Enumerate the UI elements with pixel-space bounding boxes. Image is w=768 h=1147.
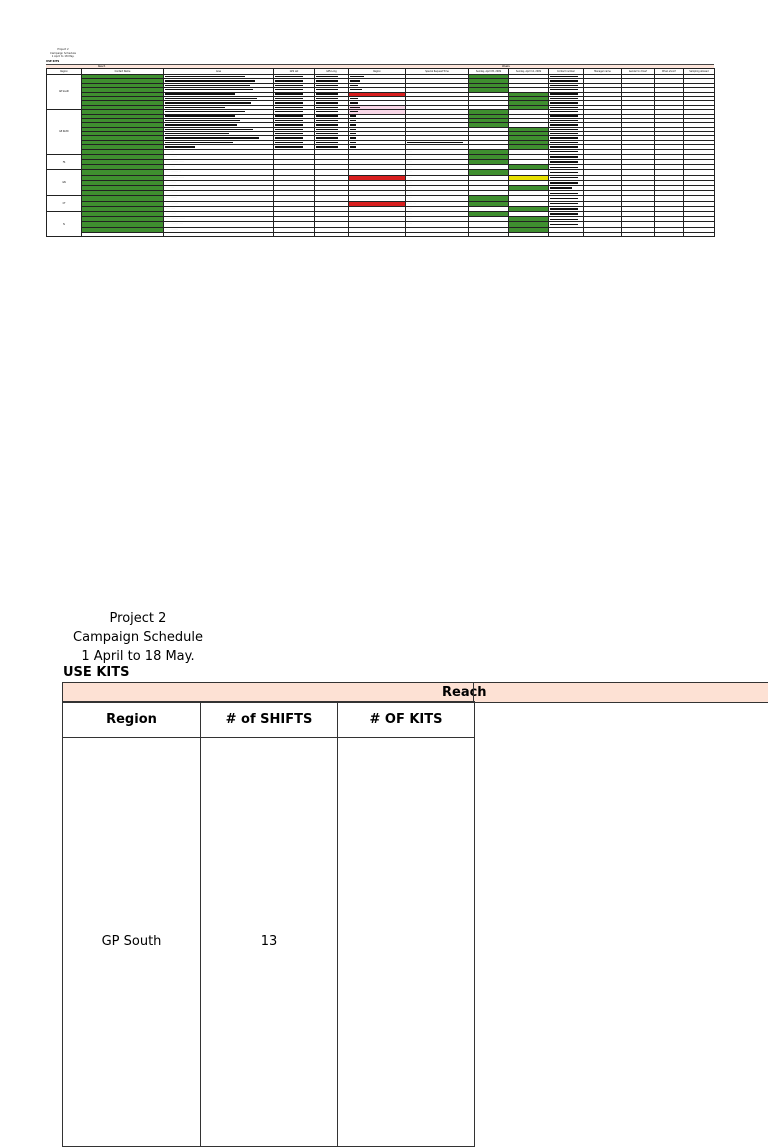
thumb-subtitle: USE KITS	[46, 60, 60, 63]
thumb-col-manager: Manager name	[584, 69, 622, 75]
reach-label: Reach	[442, 685, 487, 700]
page-title-block	[62, 609, 214, 666]
title-line-1: Project 2	[109, 611, 167, 626]
thumb-table-body	[47, 75, 715, 237]
kits-table	[62, 701, 475, 1147]
table-row: · · · · · · · · · · · · ·	[47, 149, 715, 154]
thumb-col-region-2: Region	[349, 69, 406, 75]
table-row: · · · · · · · · · · · · · · ·	[47, 180, 715, 185]
table-row: · · · · · · · · · · · · · ·	[47, 206, 715, 211]
thumb-schedule-table	[46, 68, 715, 237]
thumb-region-ct: CT	[47, 196, 82, 212]
table-row: · · · · · · · · · · · · · · · · · · · · · · ·	[47, 217, 715, 222]
thumb-band-right: Weeks	[502, 65, 510, 68]
table-row: · · · · · · · · · · · · · · · · · ·	[47, 191, 715, 196]
table-row: N · · · · · · · · · · · · · · ·	[47, 212, 715, 217]
table-row: · · · · · · · · · · · · ·	[47, 186, 715, 191]
table-row	[47, 232, 715, 236]
thumb-col-week-2: Sunday, April 12, 2009	[509, 69, 549, 75]
thumb-region-gp-south: GP South	[47, 75, 82, 110]
table-row: · · · · · · · · · · · · · · · · · · · · ·	[47, 222, 715, 227]
table-row: FS · · · · · · · · · · · · · · · ·	[47, 154, 715, 159]
band-frame	[62, 682, 487, 701]
thumb-col-long: GPS Long	[315, 69, 349, 75]
col-shifts: # of SHIFTS	[201, 702, 338, 738]
cell-kits	[338, 738, 475, 1147]
thumb-col-gender: Gender to drive?	[622, 69, 655, 75]
thumb-title-line-2: Campaign Schedule	[50, 51, 76, 55]
thumb-region-gn: GN	[47, 170, 82, 196]
cell-shifts: 13	[201, 738, 338, 1147]
title-line-3: 1 April to 18 May.	[81, 649, 195, 664]
thumb-col-contact: Contact Name	[82, 69, 164, 75]
thumb-title-line-3: 1 April to 18 May.	[51, 55, 75, 58]
thumb-col-region: Region	[47, 69, 82, 75]
thumb-title-line-1: Project 2	[57, 48, 69, 51]
table-row: · · · · · · · · · · · · · · · · · · · · · ·	[47, 160, 715, 165]
page-thumbnail	[46, 46, 714, 231]
title-line-2: Campaign Schedule	[73, 630, 203, 645]
thumb-region-gp-north: GP North	[47, 110, 82, 155]
thumb-col-special: Special Request Time	[406, 69, 469, 75]
table-row: · · · · · · · · · · · ·	[47, 227, 715, 232]
thumb-col-area: Area	[164, 69, 274, 75]
table-row: CT · · · · · · · · · · · · · · · ·	[47, 196, 715, 201]
table-row: GN · · · · · · · · · · · · · · · · · · ·	[47, 170, 715, 175]
thumb-col-when: When shool?	[655, 69, 684, 75]
thumb-col-sampling: Sampling allowed	[684, 69, 715, 75]
table-row: · · · · · · · · · · · · · ·	[47, 165, 715, 170]
table-row	[63, 738, 475, 1147]
col-kits: # OF KITS	[338, 702, 475, 738]
thumb-band-left: Reach	[98, 65, 106, 68]
thumb-col-lat: GPS Lat	[274, 69, 315, 75]
cell-region: GP South	[63, 738, 201, 1147]
thumb-region-fs: FS	[47, 154, 82, 170]
col-region: Region	[63, 702, 201, 738]
table-row: · · · · · · · · · · · · · · · · · · · · · ·	[47, 175, 715, 180]
table-row: · · · · · · · · · · · · · · · · · · · ·	[47, 201, 715, 206]
kits-table-header	[63, 702, 475, 738]
thumb-col-contact-number: Contact number	[549, 69, 584, 75]
thumb-col-week-1: Sunday, April 05, 2009	[469, 69, 509, 75]
page-subtitle: USE KITS	[63, 665, 130, 680]
thumb-region-n: N	[47, 212, 82, 237]
